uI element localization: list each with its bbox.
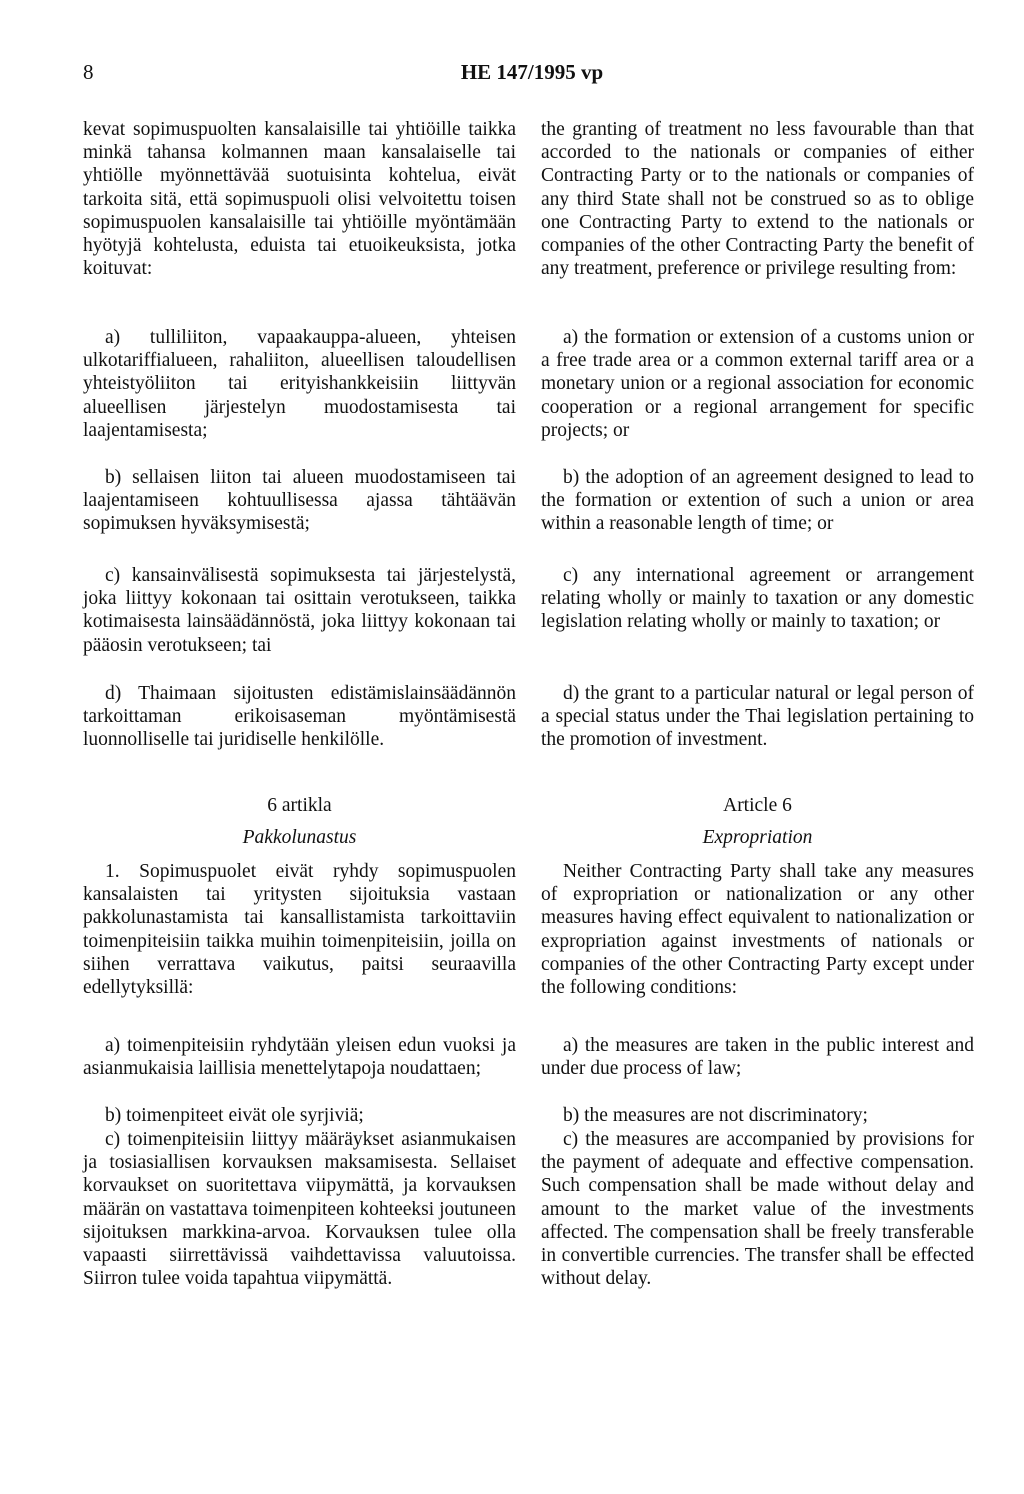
left-art6-b: b) toimenpiteet eivät ole syrjiviä; bbox=[105, 1105, 364, 1126]
left-item-a: a) tulliliiton, vapaakauppa-alueen, yhteisen ulkotariffialueen, rahaliiton, alueellisen taloudellisen yhteistyöliiton tai erityishankkeisiin liittyvän alueellisen järjestelyn muodostamisesta tai laajentamisesta; bbox=[83, 327, 516, 441]
left-intro-paragraph: kevat sopimuspuolten kansalaisille tai yhtiöille taikka minkä tahansa kolmannen maan kansalaiselle tai yhtiölle myönnettävää suotuisinta kohtelua, eivät tarkoita sitä, että sopimuspuoli olisi velvoitettu toisen sopimuspuolen kansalaisille tai yhtiöille myöntämään hyötyjä kohtelusta, eduista tai etuoikeuksista, jotka koituvat: bbox=[83, 119, 516, 280]
english-column bbox=[541, 118, 974, 1458]
finnish-column bbox=[83, 118, 516, 1458]
left-art6-intro: 1. Sopimuspuolet eivät ryhdy sopimuspuolen kansalaisten tai yritysten sijoituksia vastaan pakkolunastamista tai kansallistamista tarkoittaviin toimenpiteisiin taikka muihin toimenpiteisiin, joilla on siihen verrattava vaikutus, paitsi seuraavilla edellytyksillä: bbox=[83, 861, 516, 999]
right-article-heading: Article 6 bbox=[723, 795, 792, 816]
page-header bbox=[0, 60, 1024, 90]
right-item-a: a) the formation or extension of a customs union or a free trade area or a common external tariff area or a monetary union or a regional association for economic cooperation or a regional arrangement for specific projects; or bbox=[541, 327, 974, 441]
page-number: 8 bbox=[83, 60, 94, 84]
right-article-title: Expropriation bbox=[702, 827, 813, 848]
left-article-heading: 6 artikla bbox=[267, 795, 332, 816]
right-item-c: c) any international agreement or arrangement relating wholly or mainly to taxation or any domestic legislation relating wholly or mainly to taxation; or bbox=[541, 565, 974, 633]
left-art6-a: a) toimenpiteisiin ryhdytään yleisen edun vuoksi ja asianmukaisia laillisia menettelytapoja noudattaen; bbox=[83, 1035, 516, 1080]
left-item-b: b) sellaisen liiton tai alueen muodostamiseen tai laajentamiseen kohtuullisessa ajassa tähtäävän sopimuksen hyväksymisestä; bbox=[83, 467, 516, 535]
right-intro-paragraph: the granting of treatment no less favourable than that accorded to the nationals or companies of either Contracting Party or to the nationals or companies of any third State shall not be construed so as to oblige one Contracting Party to extend to the nationals or companies of the other Contracting Party the benefit of any treatment, preference or privilege resulting from: bbox=[541, 119, 974, 280]
left-item-d: d) Thaimaan sijoitusten edistämislainsäädännön tarkoittaman erikoisaseman myöntämisestä luonnolliselle tai juridiselle henkilölle. bbox=[83, 683, 516, 751]
left-item-c: c) kansainvälisestä sopimuksesta tai järjestelystä, joka liittyy kokonaan tai osittain verotukseen, taikka kotimaisesta lainsäädännöstä, joka liittyy kokonaan tai pääosin verotukseen; tai bbox=[83, 565, 516, 656]
right-art6-a: a) the measures are taken in the public interest and under due process of law; bbox=[541, 1035, 974, 1080]
left-article-title: Pakkolunastus bbox=[242, 827, 357, 848]
running-title: HE 147/1995 vp bbox=[460, 60, 604, 84]
right-item-d: d) the grant to a particular natural or legal person of a special status under the Thai legislation pertaining to the promotion of investment. bbox=[541, 683, 974, 751]
right-art6-b: b) the measures are not discriminatory; bbox=[563, 1105, 868, 1126]
right-art6-intro: Neither Contracting Party shall take any measures of expropriation or nationalization or any other measures having effect equivalent to nationalization or expropriation against investments of nationals or companies of the other Contracting Party except under the following conditions: bbox=[541, 861, 974, 999]
right-item-b: b) the adoption of an agreement designed to lead to the formation or extention of such a union or area within a reasonable length of time; or bbox=[541, 467, 974, 535]
left-art6-c: c) toimenpiteisiin liittyy määräykset asianmukaisen ja tosiasiallisen korvauksen maksamisesta. Sellaiset korvaukset on suoritettava viipymättä, ja korvauksen määrän on vastattava toimenpiteen kohteeksi joutuneen sijoituksen markkina-arvoa. Korvauksen tulee olla vapaasti siirrettävissä vaihdettavissa valuutoissa. Siirron tulee voida tapahtua viipymättä. bbox=[83, 1129, 516, 1290]
right-art6-c: c) the measures are accompanied by provisions for the payment of adequate and effective compensation. Such compensation shall be made without delay and amount to the market value of the investments affected. The compensation shall be freely transferable in convertible currencies. The transfer shall be effected without delay. bbox=[541, 1129, 974, 1290]
